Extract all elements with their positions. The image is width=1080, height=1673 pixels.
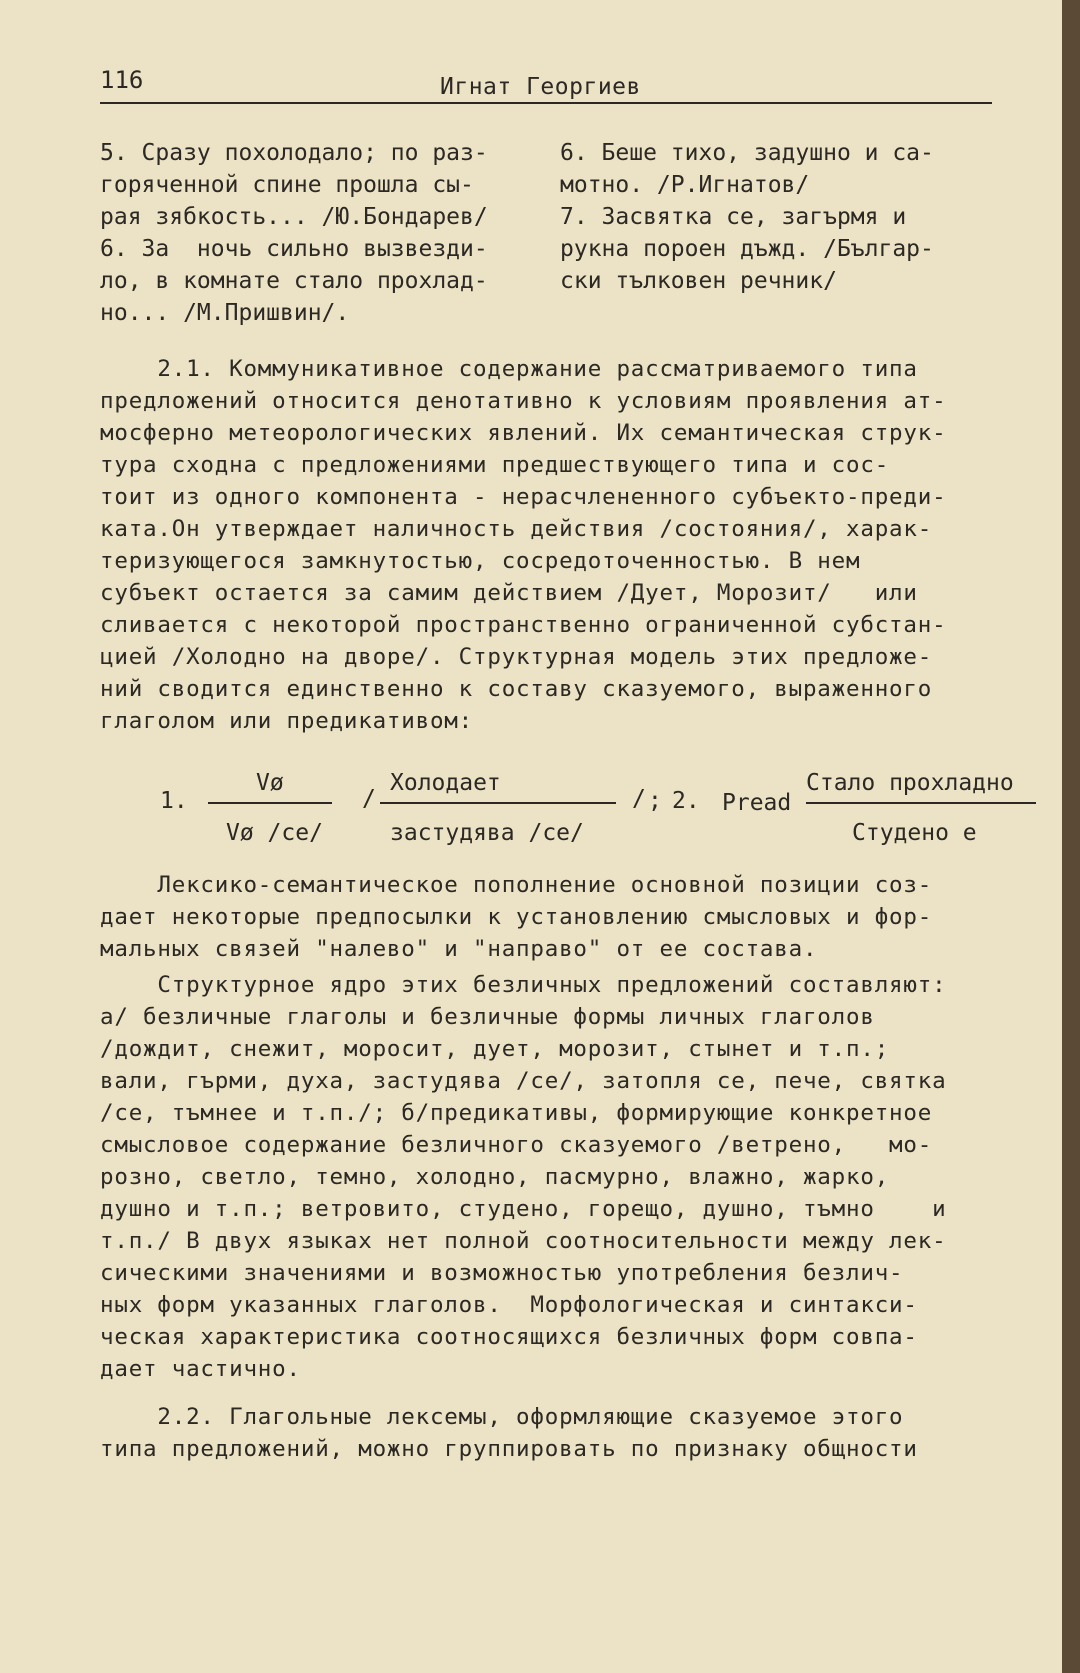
formula-number-1: 1. [160,788,188,814]
paragraph-line: типа предложений, можно группировать по признаку общности [100,1436,918,1462]
paragraph-line: т.п./ В двух языках нет полной соотносительности между лек- [100,1228,947,1254]
paragraph-line: ний сводится единственно к составу сказуемого, выраженного [100,676,933,702]
paragraph-line: смысловое содержание безличного сказуемого /ветрено, мо- [100,1132,933,1158]
paragraph-line: Лексико-семантическое пополнение основной позиции соз- [100,872,933,898]
paragraph-line: мальных связей "налево" и "направо" от ее состава. [100,936,818,962]
formula-example-2-bottom: Студено е [852,820,977,846]
example-line: рукна пороен дъжд. /Българ- [560,236,934,262]
paragraph-line: ката.Он утверждает наличность действия /состояния/, харак- [100,516,933,542]
paragraph-line: 2.1. Коммуникативное содержание рассматриваемого типа [100,356,918,382]
example-line: горяченной спине прошла сы- [100,172,474,198]
page-number: 116 [100,66,144,94]
paragraph-line: предложений относится денотативно к условиям проявления ат- [100,388,947,414]
book-spine-shadow [1062,0,1080,1673]
example-line: 5. Сразу похолодало; по раз- [100,140,488,166]
formula-separator: ; [648,788,662,814]
paragraph-line: ческая характеристика соотносящихся безличных форм совпа- [100,1324,918,1350]
paragraph-line: 2.2. Глагольные лексемы, оформляющие сказуемое этого [100,1404,904,1430]
paragraph-line: розно, светло, темно, холодно, пасмурно, влажно, жарко, [100,1164,890,1190]
example-line: рая зябкость... /Ю.Бондарев/ [100,204,488,230]
paragraph-line: дает частично. [100,1356,301,1382]
fraction-bar [208,802,332,804]
paragraph-line: теризующегося замкнутостью, сосредоточенностью. В нем [100,548,861,574]
fraction-bar [380,802,616,804]
formula-v-denominator: Vø /се/ [226,820,323,846]
example-line: 7. Засвятка се, загърмя и [560,204,907,230]
formula-example-2-top: Стало прохладно [806,770,1014,796]
example-line: 6. Беше тихо, задушно и са- [560,140,934,166]
formula-pread: Pread [722,790,792,816]
paragraph-line: тура сходна с предложениями предшествующего типа и сос- [100,452,890,478]
paragraph-line: мосферно метеорологических явлений. Их семантическая струк- [100,420,947,446]
example-line: мотно. /Р.Игнатов/ [560,172,810,198]
paragraph-line: /се, тъмнее и т.п./; б/предикативы, формирующие конкретное [100,1100,933,1126]
formula-slash-open: / [362,786,376,812]
paragraph-line: субъект остается за самим действием /Дует, Морозит/ или [100,580,918,606]
paragraph-line: /дождит, снежит, моросит, дует, морозит, стынет и т.п.; [100,1036,890,1062]
paragraph-line: вали, гърми, духа, застудява /се/, затопля се, пече, святка [100,1068,947,1094]
paragraph-line: глаголом или предикативом: [100,708,473,734]
paragraph-line: душно и т.п.; ветровито, студено, горещо, душно, тъмно и [100,1196,947,1222]
example-line: 6. За ночь сильно вызвезди- [100,236,488,262]
example-line: ло, в комнате стало прохлад- [100,268,488,294]
example-line: ски тълковен речник/ [560,268,837,294]
paragraph-line: сическими значениями и возможностью употребления безлич- [100,1260,904,1286]
formula-number-2: 2. [672,788,700,814]
paragraph-line: цией /Холодно на дворе/. Структурная модель этих предложе- [100,644,933,670]
example-line: но... /М.Пришвин/. [100,300,350,326]
header-rule [100,102,992,104]
formula-v-numerator: Vø [256,770,284,796]
paragraph-line: сливается с некоторой пространственно ограниченной субстан- [100,612,947,638]
paragraph-line: Структурное ядро этих безличных предложений составляют: [100,972,947,998]
paragraph-line: дает некоторые предпосылки к установлению смысловых и фор- [100,904,933,930]
formula-example-1-bottom: застудява /се/ [390,820,584,846]
paragraph-line: а/ безличные глаголы и безличные формы личных глаголов [100,1004,875,1030]
paragraph-line: тоит из одного компонента - нерасчлененного субъекто-преди- [100,484,947,510]
formula-example-1-top: Холодает [390,770,501,796]
paragraph-line: ных форм указанных глаголов. Морфологическая и синтакси- [100,1292,918,1318]
fraction-bar [806,802,1036,804]
running-head: Игнат Георгиев [440,74,641,100]
formula-slash-close: / [632,786,646,812]
page-header [100,66,992,106]
